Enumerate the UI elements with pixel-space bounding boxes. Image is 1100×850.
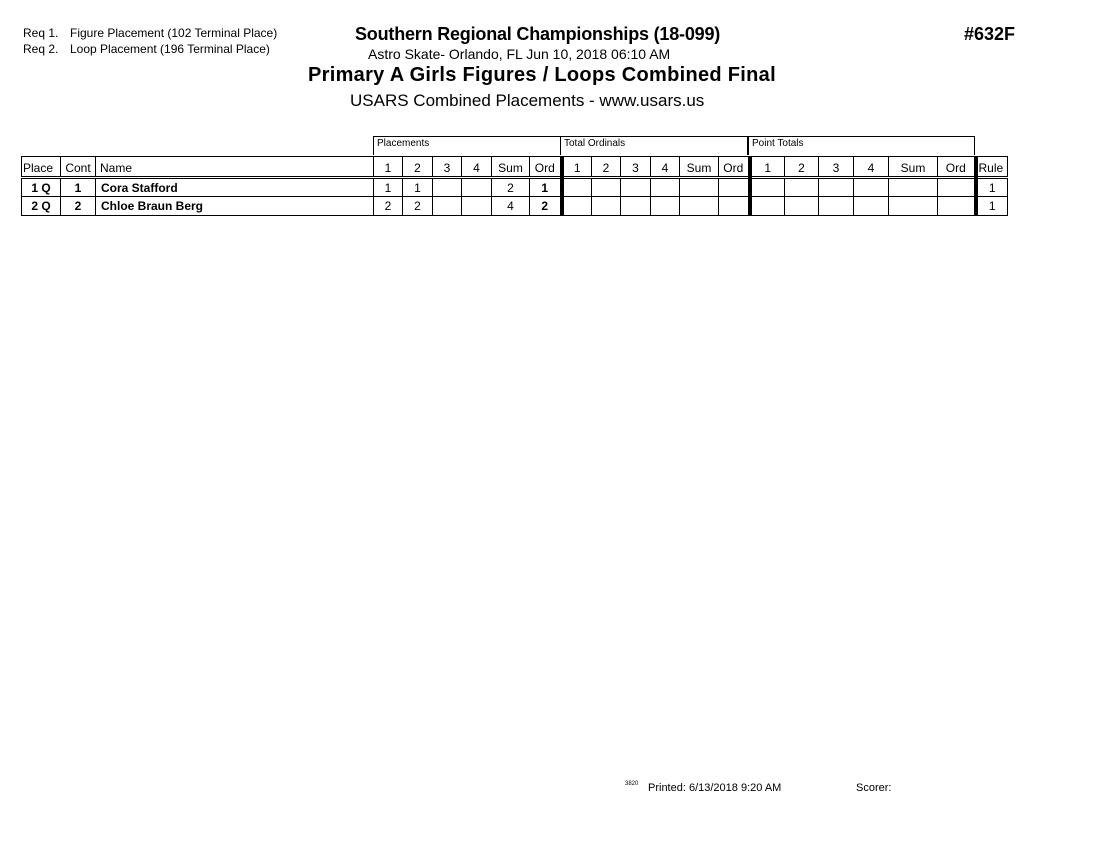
name-cell: Chloe Braun Berg [96,197,374,216]
col-placement-1: 1 [374,157,403,178]
ordinal-cell [621,197,651,216]
points-cell [750,197,785,216]
placement-sum-cell: 2 [492,178,530,197]
rule-cell: 1 [976,197,1008,216]
col-placement-4: 4 [462,157,492,178]
placement-cell: 1 [374,178,403,197]
requirement-text: Loop Placement (196 Terminal Place) [70,42,270,56]
col-points-sum: Sum [889,157,938,178]
ordinal-sum-cell [680,197,719,216]
group-header-point-totals: Point Totals [748,136,975,155]
competition-title: Southern Regional Championships (18-099) [355,24,721,44]
requirement-label: Req 1. [23,26,59,40]
points-cell [785,178,819,197]
col-ordinal-2: 2 [592,157,621,178]
header-row [22,157,1008,178]
requirement-1 [23,26,277,40]
col-place: Place [22,157,61,178]
points-cell [854,197,889,216]
ordinal-cell [651,197,680,216]
col-name: Name [96,157,374,178]
col-ordinal-sum: Sum [680,157,719,178]
points-sum-cell [889,197,938,216]
scorer-label: Scorer: [856,782,892,794]
col-points-2: 2 [785,157,819,178]
ordinal-cell [592,178,621,197]
requirement-2 [23,42,270,56]
location-date: Astro Skate- Orlando, FL Jun 10, 2018 06:10 AM [368,46,671,62]
ordinal-ord-cell [719,197,750,216]
points-sum-cell [889,178,938,197]
placement-cell: 2 [403,197,433,216]
col-ordinal-4: 4 [651,157,680,178]
ordinal-cell [562,178,592,197]
placement-cell [433,178,462,197]
placement-ord-cell: 1 [530,178,562,197]
group-header-placements: Placements [373,136,561,155]
placement-ord-cell: 2 [530,197,562,216]
col-placement-2: 2 [403,157,433,178]
points-cell [854,178,889,197]
cont-cell: 1 [61,178,96,197]
name-cell: Cora Stafford [96,178,374,197]
points-cell [750,178,785,197]
col-cont: Cont [61,157,96,178]
col-points-1: 1 [750,157,785,178]
placement-cell [462,197,492,216]
points-cell [819,178,854,197]
points-ord-cell [938,178,976,197]
requirement-label: Req 2. [23,42,59,56]
col-rule: Rule [976,157,1008,178]
requirement-text: Figure Placement (102 Terminal Place) [70,26,278,40]
ordinal-cell [562,197,592,216]
rule-cell: 1 [976,178,1008,197]
table-row [22,178,1008,197]
ordinal-cell [621,178,651,197]
event-title: Primary A Girls Figures / Loops Combined Final [308,64,776,86]
ordinal-ord-cell [719,178,750,197]
printed-timestamp: Printed: 6/13/2018 9:20 AM [648,782,782,794]
col-ordinal-3: 3 [621,157,651,178]
placement-cell: 2 [374,197,403,216]
col-placement-sum: Sum [492,157,530,178]
points-cell [819,197,854,216]
col-ordinal-1: 1 [562,157,592,178]
place-cell: 1 Q [22,178,61,197]
col-placement-3: 3 [433,157,462,178]
ordinal-cell [592,197,621,216]
cont-cell: 2 [61,197,96,216]
col-points-4: 4 [854,157,889,178]
col-points-ord: Ord [938,157,976,178]
ordinal-sum-cell [680,178,719,197]
placement-cell [462,178,492,197]
footer-code: 3820 [625,781,639,787]
points-ord-cell [938,197,976,216]
results-table [21,156,1008,216]
placement-cell: 1 [403,178,433,197]
event-code: #632F [964,24,1016,44]
points-cell [785,197,819,216]
results-subtitle: USARS Combined Placements - www.usars.us [350,91,705,110]
ordinal-cell [651,178,680,197]
placement-sum-cell: 4 [492,197,530,216]
col-points-3: 3 [819,157,854,178]
place-cell: 2 Q [22,197,61,216]
table-row [22,197,1008,216]
col-ordinal-ord: Ord [719,157,750,178]
col-placement-ord: Ord [530,157,562,178]
placement-cell [433,197,462,216]
group-header-total-ordinals: Total Ordinals [560,136,748,155]
